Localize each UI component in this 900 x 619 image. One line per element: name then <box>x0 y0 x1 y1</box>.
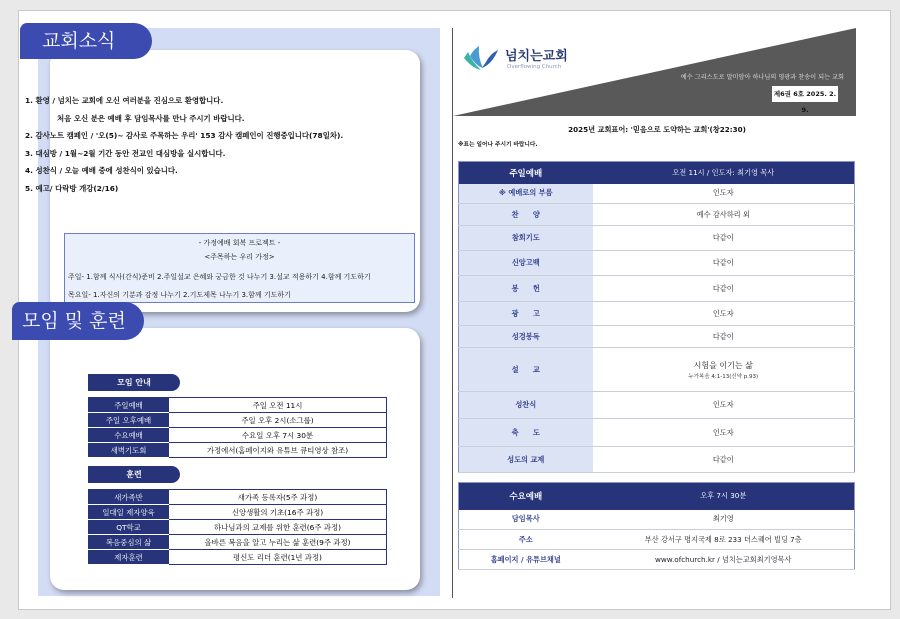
family-title: - 가정예배 회복 프로젝트 - <box>198 239 281 247</box>
table-row <box>89 535 387 550</box>
course-desc: 평신도 리더 훈련(1년 과정) <box>169 550 387 565</box>
wednesday-info: 오후 7시 30분 <box>593 483 855 510</box>
order-leader: 인도자 <box>593 419 855 447</box>
table-row <box>459 276 855 302</box>
table-row <box>89 520 387 535</box>
course-desc: 하나님과의 교제를 위한 훈련(6주 과정) <box>169 520 387 535</box>
meetings-header: 모임 안내 <box>88 374 180 391</box>
table-row <box>459 326 855 348</box>
sunday-worship-table <box>458 161 855 473</box>
course-name: QT학교 <box>89 520 169 535</box>
table-row <box>459 510 855 530</box>
order-name: 봉 헌 <box>459 276 593 302</box>
news-item: 3. 대심방 / 1월~2월 기간 동안 전교인 대심방을 실시합니다. <box>25 148 226 158</box>
table-row <box>459 184 855 204</box>
order-leader: 다같이 <box>593 326 855 348</box>
news-item: 5. 예고/ 다락방 개강(2/16) <box>25 183 119 193</box>
order-leader: 인도자 <box>593 184 855 204</box>
order-leader: 다같이 <box>593 276 855 302</box>
training-tab-title: 모임 및 훈련 <box>12 302 144 340</box>
courses-header: 훈련 <box>88 466 180 483</box>
church-motto: 예수 그리스도로 말미암아 하나님의 영광과 찬송이 되는 교회 <box>680 74 844 81</box>
table-row <box>89 550 387 565</box>
order-name: 성경봉독 <box>459 326 593 348</box>
family-line-sunday: 주일- 1.함께 식사(간식)준비 2.주일설교 은혜와 궁금한 것 나누기 3.설교 적용하기 4.함께 기도하기 <box>68 273 371 281</box>
news-tab-title: 교회소식 <box>20 23 152 59</box>
wednesday-worship-table <box>458 482 855 570</box>
table-row <box>459 302 855 326</box>
order-name: 성찬식 <box>459 392 593 419</box>
courses-table <box>88 489 387 565</box>
info-label: 홈페이지 / 유튜브채널 <box>459 550 593 570</box>
order-name: 참회기도 <box>459 226 593 251</box>
table-row <box>459 530 855 550</box>
wednesday-title: 수요예배 <box>459 483 593 510</box>
meeting-name: 주일예배 <box>89 398 169 413</box>
order-name: 찬 양 <box>459 204 593 226</box>
order-leader: 인도자 <box>593 302 855 326</box>
news-item: 1. 환영 / 넘치는 교회에 오신 여러분을 진심으로 환영합니다. <box>25 96 224 105</box>
order-name: 광 고 <box>459 302 593 326</box>
church-name-en: Overflowing Church <box>507 64 562 70</box>
sunday-info: 오전 11시 / 인도자: 최기영 목사 <box>593 162 855 184</box>
family-subtitle: <주목하는 우리 가정> <box>204 253 275 261</box>
course-name: 복음중심의 삶 <box>89 535 169 550</box>
order-leader: 다같이 <box>593 447 855 473</box>
table-row <box>89 443 387 458</box>
table-row <box>459 226 855 251</box>
sermon-title: 시험을 이기는 삶 <box>693 360 753 370</box>
news-item: 처음 오신 분은 예배 후 담임목사를 만나 주시기 바랍니다. <box>57 113 245 123</box>
course-desc: 새가족 등록자(5주 과정) <box>169 490 387 505</box>
meeting-time: 주일 오후 2시(소그룹) <box>169 413 387 428</box>
church-logo-icon <box>462 42 500 72</box>
course-name: 일대일 제자양육 <box>89 505 169 520</box>
standing-note: ※표는 일어나 주시기 바랍니다. <box>458 142 538 148</box>
news-item: 4. 성찬식 / 오늘 예배 중에 성찬식이 있습니다. <box>25 166 178 175</box>
table-row <box>459 392 855 419</box>
course-name: 제자훈련 <box>89 550 169 565</box>
order-leader: 예수 감사하리 외 <box>593 204 855 226</box>
course-desc: 올바른 복음을 알고 누리는 삶 훈련(9주 과정) <box>169 535 387 550</box>
table-header <box>459 483 855 510</box>
table-row <box>89 428 387 443</box>
table-row <box>459 550 855 570</box>
table-row <box>459 447 855 473</box>
table-header <box>459 162 855 184</box>
order-leader: 다같이 <box>593 226 855 251</box>
course-desc: 신앙생활의 기초(16주 과정) <box>169 505 387 520</box>
news-list <box>25 92 385 197</box>
order-name: 성도의 교제 <box>459 447 593 473</box>
year-motto: 2025년 교회표어: '믿음으로 도약하는 교회'(창22:30) <box>568 125 746 134</box>
news-item: 2. 감사노트 캠페인 / '오(5)~ 감사로 주목하는 우리' 153 감사 캠페인이 진행중입니다(78일차). <box>25 131 344 140</box>
info-value: 부산 강서구 명지국제 8로 233 더스퀘어 빌딩 7층 <box>593 530 855 550</box>
sermon-scripture: 누가복음 4:1-13(신약 p.93) <box>688 373 759 380</box>
meeting-name: 새벽기도회 <box>89 443 169 458</box>
order-leader: 다같이 <box>593 251 855 276</box>
table-row <box>459 204 855 226</box>
meeting-time: 가정에서(홈페이지와 유튜브 큐티영상 참조) <box>169 443 387 458</box>
table-row <box>459 348 855 392</box>
order-leader: 인도자 <box>593 392 855 419</box>
info-value: 최기영 <box>593 510 855 530</box>
order-name: ※ 예배로의 부름 <box>459 184 593 204</box>
table-row <box>89 413 387 428</box>
table-row <box>89 398 387 413</box>
course-name: 새가족반 <box>89 490 169 505</box>
order-name: 설 교 <box>459 348 593 392</box>
order-name: 축 도 <box>459 419 593 447</box>
sermon-cell <box>593 348 855 392</box>
info-label: 주소 <box>459 530 593 550</box>
meeting-name: 수요예배 <box>89 428 169 443</box>
table-row <box>459 419 855 447</box>
family-line-thursday: 목요일- 1.자신의 기분과 감정 나누기 2.기도제목 나누기 3.함께 기도하기 <box>68 291 291 299</box>
meetings-table <box>88 397 387 458</box>
family-worship-box <box>64 233 415 303</box>
sunday-title: 주일예배 <box>459 162 593 184</box>
info-value: www.ofchurch.kr / 넘치는교회최기영목사 <box>593 550 855 570</box>
order-name: 신앙고백 <box>459 251 593 276</box>
issue-badge: 제6권 6호 2025. 2. 9. <box>772 86 838 102</box>
table-row <box>89 505 387 520</box>
meeting-name: 주일 오후예배 <box>89 413 169 428</box>
meeting-time: 주일 오전 11시 <box>169 398 387 413</box>
table-row <box>89 490 387 505</box>
info-label: 담임목사 <box>459 510 593 530</box>
table-row <box>459 251 855 276</box>
meeting-time: 수요일 오후 7시 30분 <box>169 428 387 443</box>
church-name: 넘치는교회 <box>505 49 568 64</box>
